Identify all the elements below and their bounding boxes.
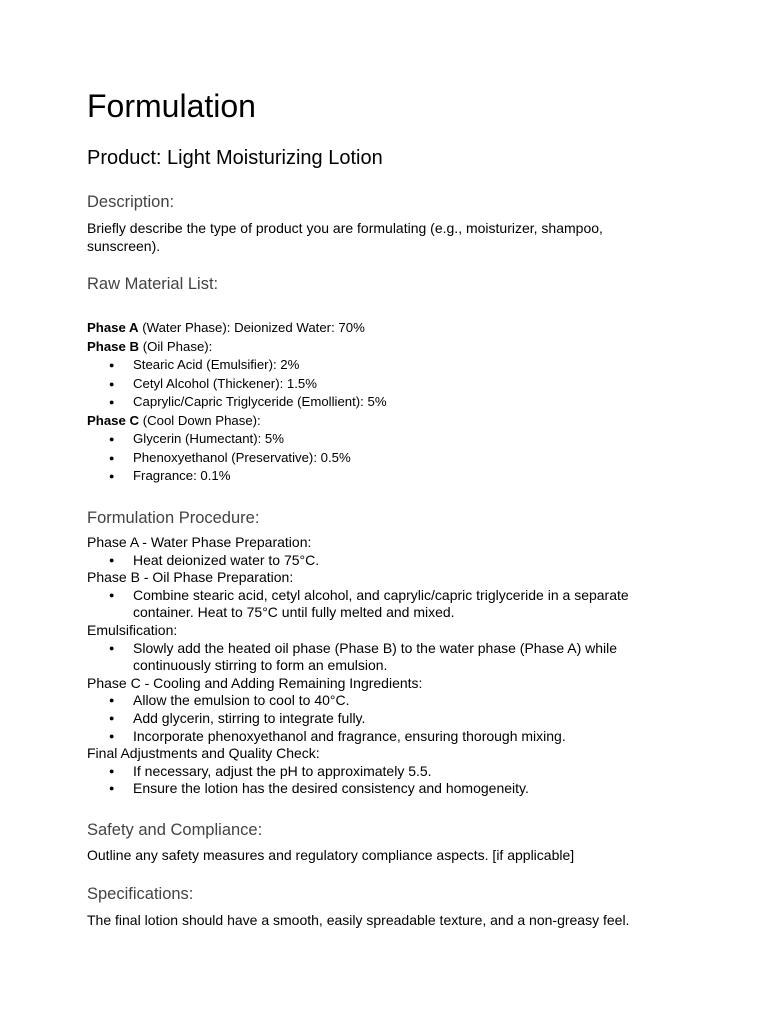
list-item: ● Caprylic/Capric Triglyceride (Emollient): 5% — [87, 393, 687, 412]
list-item: ● Stearic Acid (Emulsifier): 2% — [87, 356, 687, 375]
step-item: ● Combine stearic acid, cetyl alcohol, and caprylic/capric triglyceride in a separate container. Heat to 75°C until fully melted and mixed. — [87, 587, 653, 622]
phase-c-label: Phase C — [87, 412, 140, 428]
step-item: ● Ensure the lotion has the desired consistency and homogeneity. — [87, 780, 653, 798]
raw-material-list — [87, 319, 687, 486]
phase-a-label: Phase A — [87, 320, 139, 335]
step-title: Phase C - Cooling and Adding Remaining Ingredients: — [87, 674, 423, 691]
phase-c-row — [87, 412, 687, 431]
list-item: ● Glycerin (Humectant): 5% — [87, 430, 687, 449]
phase-a-row — [87, 319, 687, 338]
step-title: Final Adjustments and Quality Check: — [87, 745, 320, 762]
raw-material-heading: Raw Material List: — [87, 275, 219, 293]
phase-b-row — [87, 338, 687, 357]
list-item: ● Phenoxyethanol (Preservative): 0.5% — [87, 449, 687, 468]
safety-heading: Safety and Compliance: — [87, 821, 263, 839]
step-title: Emulsification: — [87, 621, 178, 638]
specifications-heading: Specifications: — [87, 885, 194, 903]
step-item: ● Add glycerin, stirring to integrate fully. — [87, 710, 653, 728]
document-title: Formulation — [87, 88, 256, 124]
procedure-heading: Formulation Procedure: — [87, 509, 260, 527]
phase-b-text: (Oil Phase): — [139, 338, 213, 354]
phase-a-text: (Water Phase): Deionized Water: 70% — [138, 320, 365, 335]
step-item: ● Slowly add the heated oil phase (Phase B) to the water phase (Phase A) while continuously stirring to form an emulsion. — [87, 640, 653, 675]
step-item: ● Heat deionized water to 75°C. — [87, 552, 653, 570]
step-item: ● Incorporate phenoxyethanol and fragrance, ensuring thorough mixing. — [87, 728, 653, 746]
step-title: Phase A - Water Phase Preparation: — [87, 534, 312, 550]
step-title: Phase B - Oil Phase Preparation: — [87, 569, 294, 586]
description-text: Briefly describe the type of product you are formulating (e.g., moisturizer, shampoo, sunscreen). — [87, 220, 603, 254]
safety-text: Outline any safety measures and regulatory compliance aspects. [if applicable] — [87, 847, 575, 863]
description-heading: Description: — [87, 193, 175, 211]
phase-c-text: (Cool Down Phase): — [139, 412, 261, 428]
procedure-steps — [87, 534, 687, 798]
step-item: ● Allow the emulsion to cool to 40°C. — [87, 692, 653, 710]
step-item: ● If necessary, adjust the pH to approximately 5.5. — [87, 763, 653, 781]
specifications-text: The final lotion should have a smooth, easily spreadable texture, and a non-greasy feel. — [87, 912, 630, 928]
list-item: ● Cetyl Alcohol (Thickener): 1.5% — [87, 375, 687, 394]
phase-b-label: Phase B — [87, 338, 140, 354]
list-item: ● Fragrance: 0.1% — [87, 467, 687, 486]
product-name: Product: Light Moisturizing Lotion — [87, 147, 383, 169]
